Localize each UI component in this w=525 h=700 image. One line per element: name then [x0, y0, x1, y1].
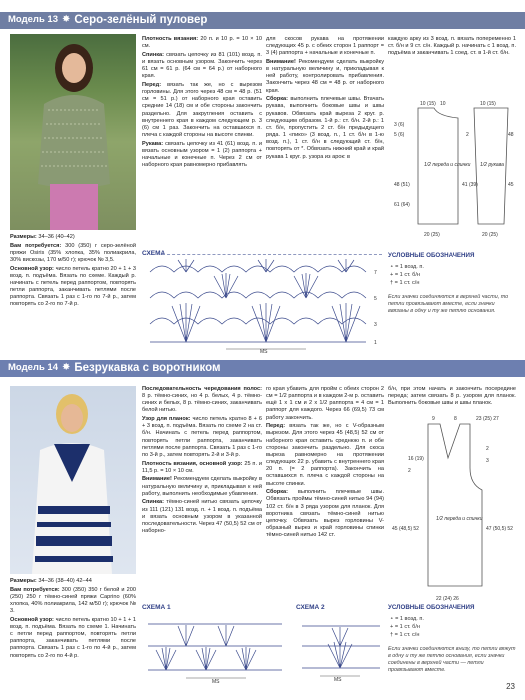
- m14-c2-3-text: Рекомендуем сделать выкройку в натуральную величину и, прикладывая к ней работу, выполнить необходимые убавления.: [142, 476, 262, 497]
- m13-pat-left-3: 61 (64): [394, 202, 410, 208]
- m14-need: 300 (350) 350 г белой и 200 (250) 250 г тёмно-синей пряжи Caprino (60% хлопка, 40% полиакрила, 142 м/50 г); крючок № 3.: [10, 586, 136, 615]
- m13-scheme-rapport: MS: [260, 349, 268, 354]
- m14-pat-extra-1: 3: [486, 458, 489, 464]
- m14-legend-2-text: = 1 ст. с/н: [394, 632, 420, 638]
- m13-legend-1-text: = 1 ст. б/н: [394, 272, 421, 278]
- m14-need-label: Вам потребуется:: [10, 586, 60, 593]
- m14-c2-0-label: Последовательность чередования полос:: [142, 386, 262, 392]
- m13-pat-left-1: 5 (6): [394, 132, 405, 138]
- m13-col4: [388, 36, 516, 59]
- m13-pat-left-0: 3 (6): [394, 122, 405, 128]
- m14-basic-label: Основной узор:: [10, 616, 54, 623]
- m13-need-label: Вам потребуется:: [10, 242, 62, 249]
- m13-need: 300 (350) г серо-зелёной пряжи Osiris (35% хлопка, 35% полиакрила, 30% вискозы, 170 м/50 г); крючок № 3,5.: [10, 242, 137, 263]
- m14-legend-1: [390, 624, 420, 631]
- m13-pat-sleeve-label: 1/2 рукава: [480, 162, 504, 168]
- m14-sizes: 34–36 (38–40) 42–44: [38, 578, 92, 584]
- m13-scheme-row-7: 7: [374, 270, 377, 276]
- m13-c2-0-text: 20 п. и 10 р. = 10 × 10 см.: [142, 36, 262, 50]
- m13-legend-title: УСЛОВНЫЕ ОБОЗНАЧЕНИЯ: [388, 252, 475, 259]
- m14-sizes-label: Размеры:: [10, 578, 37, 584]
- m13-col2: [142, 36, 262, 171]
- m14-legend-2: [390, 632, 419, 639]
- single-crochet-icon: +: [390, 272, 395, 278]
- m13-scheme-label: СХЕМА: [142, 250, 166, 257]
- m13-c2-1-label: Спинка:: [142, 51, 165, 58]
- m14-c2-4-text: тёмно-синей нитью связать цепочку из 111 (121) 131 возд. п. + 1 возд. п. подъёма и вязать основным узором в указанной последовательности. Через 47 (50,5) 52 см от наборно-: [142, 499, 262, 534]
- m13-pat-top-1: 10: [440, 101, 446, 107]
- m13-pat-sleeve-num-2: 48: [508, 132, 514, 138]
- model-14-label: Модель 14: [8, 362, 58, 374]
- m14-basic: число петель кратно 10 + 1 + 1 возд. п. подъёма. Вязать по схеме 1. Начинать с петли перед раппортом, повторять петли раппорта, заканчивать петлями после раппорта. Связать 1 раз с 1-го по 4-й р., затем повторять со 2-го по 4-й р.: [10, 616, 137, 659]
- m14-c3-2-text: выполнить плечевые швы. Обвязать проймы тёмно-синей нитью 94 (94) 102 ст. б/н в 3 ряда узором для планок. Для воротника связать тёмно-синей нитью цепочку. Обвязать вырез горловины V-образный вырез и край горловины спинки тёмно-синей нитью 142 ст.: [266, 489, 384, 539]
- m14-c2-2-text: 25 п. и 11,5 р. = 10 × 10 см.: [142, 460, 262, 474]
- m14-pat-left-0: 45 (48,5) 52: [392, 526, 419, 532]
- m13-scheme-row-5: 5: [374, 296, 377, 302]
- m13-c3-2-text: выполнить плечевые швы. Втачать рукава, выполнить боковые швы и швы рукавов. Обвязать край выреза 2 круг. р. следующим образом. 1-й р.: ст. б/н. 2-й р.: 1 ст. б/н, пропустить 2 ст. б/н предыдущего ряда. 1 «пико» (3 возд. п., 1 ст. б/н в 1-ю возд. п.), 1 ст. б/н в следующий ст. б/н, повторять от *. Обвязать нижний край и край рукава 1 круг. р. узора из арок: в: [266, 96, 384, 160]
- m14-pat-bottom: 22 (24) 26: [436, 596, 459, 602]
- m13-legend-0-text: = 1 возд. п.: [395, 264, 424, 270]
- m13-c2-2-text: вязать так же, но с вырезом горловины. Для этого через 48 см = 48 р. (51 см = 51 р.) от наборного края оставить средние 14 (18) см и обе стороны закончить раздельно. Для закругления оставить с внутреннего края в каждом следующем р. 3 (6) см 1 раз. Закончить на оставшихся п. плеча с каждой стороны на высоте спинки.: [142, 81, 263, 139]
- m13-c2-1-text: связать цепочку из 81 (101) возд. п. и вязать основным узором. Закончить через 61 см = 61 р. (64 см = 64 р.) от наборного края.: [142, 51, 262, 80]
- m14-pat-extra-0: 2: [486, 446, 489, 452]
- m13-legend-1: [390, 272, 420, 279]
- m13-note: Если значки соединяются в верхней части, то петли провязывают вместе, если значки ввязаны в одну и ту же петлю основания.: [388, 294, 509, 314]
- m14-pat-top-1: 8: [454, 416, 457, 422]
- m13-pat-sleeve-num-1: 41 (39): [462, 182, 478, 188]
- m13-scheme-row-1: 1: [374, 340, 377, 346]
- m13-pat-sleeve-bottom: 20 (25): [482, 232, 498, 238]
- m14-col2: [142, 386, 262, 537]
- m14-legend-1-text: = 1 ст. б/н: [394, 624, 421, 630]
- m13-basic: число петель кратно 20 + 1 + 3 возд. п. подъёма. Вязать по схеме. Каждый р. начинать с петель перед раппортом, повторять петли раппорта, заканчивать петлями после раппорта. Связать 1 раз с 1-го по 7-й р., затем повторять со 2-го по 7-й р.: [10, 265, 137, 308]
- model-13-header: [0, 12, 525, 29]
- m14-c2-3-label: Внимание!: [142, 476, 172, 483]
- m13-basic-label: Основной узор:: [10, 265, 54, 272]
- m14-pat-panel: 1/2 переда и спинки: [436, 516, 483, 522]
- m13-c3-1-label: Внимание!: [266, 58, 296, 65]
- m14-c2-1-text: число петель кратно 8 + 6 + 3 возд. п. подъёма. Вязать по схеме 2 на ст. б/н. Начинать с петель перед раппортом, повторять петли раппорта, заканчивать петлями после раппорта. Связать 1 раз с 1-го по 3-й р., затем повторять 2-й и 3-й р.: [142, 416, 262, 458]
- m13-legend-0: [390, 264, 424, 271]
- m14-note: Если значки соединяются внизу, то петли вяжут в одну и ту же петлю основания, если значки соединены в верхней части — петли провязывают вместе.: [388, 646, 516, 673]
- m13-pattern-diagram: [388, 96, 518, 246]
- model-14-photo: [10, 386, 136, 574]
- m14-crochet-scheme-2: [296, 612, 386, 684]
- m14-c3-2-label: Сборка:: [266, 489, 289, 496]
- m14-c3-0-text: го края убавить для пройм с обеих сторон 2 см = 1/2 раппорта и в каждом 2-м р. оставить ещё 1 х 1 см и 2 х 1/2 раппорта = 4 см = 1 раппорт для каждого. Через 66 (69,5) 73 см работу закончить.: [266, 386, 384, 421]
- m14-pat-top-0: 9: [432, 416, 435, 422]
- m13-sizes: 34–36 (40–42): [38, 234, 75, 240]
- double-crochet-icon: †: [390, 632, 395, 638]
- m14-c2-1-label: Узор для планок:: [142, 416, 191, 423]
- model-14-title: Безрукавка с воротником: [74, 362, 221, 375]
- m13-pat-top-0: 10 (15): [420, 101, 436, 107]
- m13-pat-panel: 1/2 переда и спинки: [424, 162, 471, 168]
- m14-crochet-scheme-1: [142, 612, 288, 684]
- m13-legend-2: [390, 280, 419, 287]
- m13-c2-3-text: связать цепочку из 41 (61) возд. п. и вязать основным узором = 1 (2) раппорта + начальные и конечные п. Через 2 см от наборного края равномерно прибавлять: [142, 140, 262, 169]
- m13-legend-2-text: = 1 ст. с/н: [394, 280, 420, 286]
- m13-col3: [266, 36, 384, 162]
- m14-pat-left-1: 47 (50,5) 52: [486, 526, 513, 532]
- m13-scheme-divider: [162, 254, 382, 255]
- m13-scheme-row-3: 3: [374, 322, 377, 328]
- m13-pat-bottom: 20 (25): [424, 232, 440, 238]
- m13-c3-0-text: для скосов рукава на протяжении следующих 45 р. с обеих сторон 1 раппорт = 3 (4) раппорта + начальные и конечные п.: [266, 36, 384, 57]
- m13-crochet-scheme: [142, 258, 384, 354]
- model-14-header: [0, 360, 525, 377]
- m13-sizes-label: Размеры:: [10, 234, 37, 240]
- m14-pattern-diagram: [388, 410, 518, 610]
- m13-c2-3-label: Рукава:: [142, 140, 164, 147]
- m14-legend-title: УСЛОВНЫЕ ОБОЗНАЧЕНИЯ: [388, 604, 475, 611]
- m14-col4: [388, 386, 516, 409]
- m14-c3-1-text: вязать так же, но с V-образным вырезом. Для этого через 45 (48,5) 52 см от наборного края оставить среднюю п. и обе стороны закончить раздельно. Для скоса выреза равномерно на протяжении следующих 22 р. убавить с внутреннего края 20 п. (= 2 раппорта). Закончить на оставшихся п. плеча с каждой стороны на высоте спинки.: [266, 423, 384, 487]
- star-icon: ✸: [62, 14, 71, 26]
- m13-pat-sleeve-top: 10 (15): [480, 101, 496, 107]
- m14-scheme1-rapport: MS: [212, 679, 220, 684]
- m14-c2-0-text: 8 р. тёмно-синих, но 4 р. белых, 4 р. тёмно-синих и белых, 8 р. тёмно-синих, заканчивать белой нитью.: [142, 393, 262, 414]
- m14-pat-top-2: 23 (25) 27: [476, 416, 499, 422]
- m14-col3: [266, 386, 384, 541]
- m13-info: [10, 234, 136, 310]
- m14-scheme2-label: СХЕМА 2: [296, 604, 325, 611]
- model-13-label: Модель 13: [8, 14, 58, 26]
- m13-c2-2-label: Перед:: [142, 81, 162, 88]
- model-13-photo: [10, 34, 136, 230]
- m13-c2-0-label: Плотность вязания:: [142, 36, 199, 42]
- m13-c3-2-label: Сборка:: [266, 96, 289, 103]
- m14-c3-1-label: Перед:: [266, 423, 286, 430]
- m13-c3-1-text: Рекомендуем сделать выкройку в натуральную величину и, прикладывая к ней работу, контролировать прибавления. Закончить через 48 см = 48 р. от наборного края.: [266, 58, 384, 94]
- model-13-title: Серо-зелёный пуловер: [74, 14, 208, 27]
- m14-info: [10, 578, 136, 661]
- m14-scheme2-rapport: MS: [334, 677, 342, 683]
- m14-legend-0: [390, 616, 424, 623]
- m13-pat-left-2: 48 (51): [394, 182, 410, 188]
- m14-c2-2-label: Плотность вязания, основной узор:: [142, 460, 243, 467]
- m13-pat-sleeve-num-3: 45: [508, 182, 514, 188]
- m14-pat-extra-3: 2: [408, 468, 411, 474]
- m14-scheme1-label: СХЕМА 1: [142, 604, 171, 611]
- m14-pat-extra-2: 16 (19): [408, 456, 424, 462]
- m14-c4-text: б/н, при этом начать и закончить посередине переда; затем связать 8 р. узором для планок. Выполнить боковые швы и швы планок.: [388, 386, 516, 407]
- chain-stitch-icon: ∘: [390, 264, 396, 270]
- double-crochet-icon: †: [390, 280, 395, 286]
- chain-stitch-icon: ∘: [390, 616, 396, 622]
- m13-pat-sleeve-num-0: 2: [466, 132, 469, 138]
- m14-legend-0-text: = 1 возд. п.: [395, 616, 424, 622]
- page-number: 23: [506, 681, 515, 691]
- single-crochet-icon: +: [390, 624, 395, 630]
- m14-c2-4-label: Спинка:: [142, 499, 165, 506]
- star-icon: ✸: [62, 362, 71, 374]
- m13-c4-text: каждую арку из 3 возд. п. вязать попеременно 1 ст. б/н и 9 ст. с/н. Каждый р. начинать с 1 возд. п. подъёма и заканчивать 1 соед. ст. в 1-й ст. б/н.: [388, 36, 516, 57]
